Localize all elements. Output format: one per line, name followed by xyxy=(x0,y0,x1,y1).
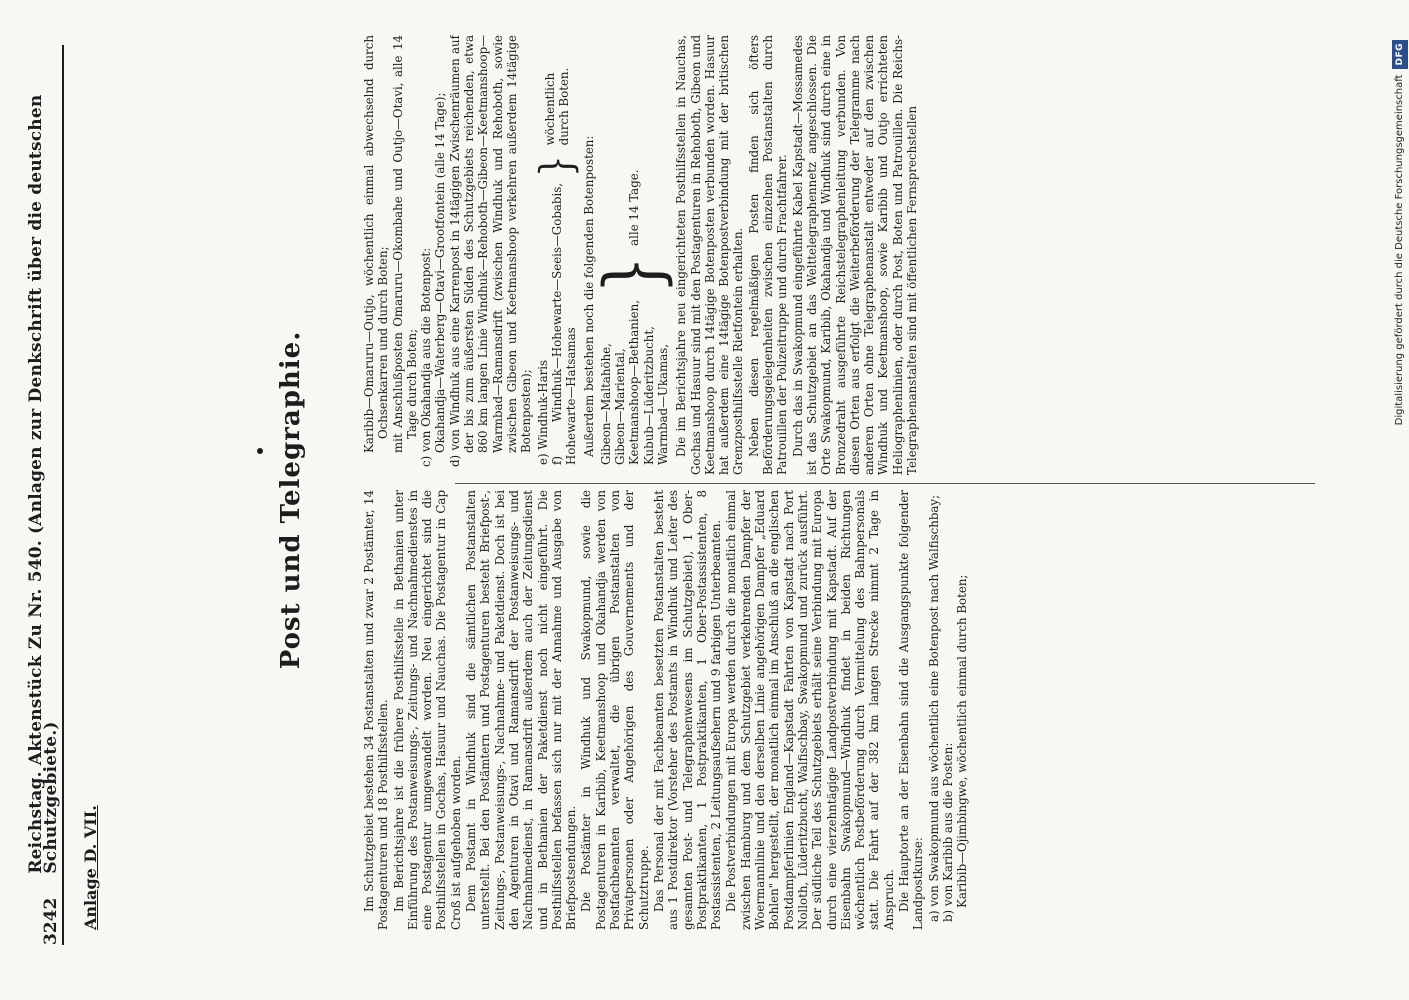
brace-note: alle 14 Tage. xyxy=(627,169,642,246)
paragraph: Die Postverbindungen mit Europa werden durch die monatlich einmal zwischen Hamburg und dem Schutzgebiet verkehrenden Dampfer der Woermannlinie und den derselben Linie angehörigen Dampfer „Eduard Bohlen" hergestellt, der monatlich einmal im Anschluß an die englischen Postdampferlinien England—Kapstadt Fahrten von Kapstadt nach Port Nolloth, Lüderitzbucht, Walfischbay, Swakopmund und zurück ausführt. Der südliche Teil des Schutzgebiets erhält seine Verbindung mit Europa durch eine vierzehntägige Landpostverbindung mit Kapstadt. Auf der Eisenbahn Swakopmund—Windhuk findet in beiden Richtungen wöchentlich Postbeförderung durch Vermittelung des Bahnpersonals statt. Die Fahrt auf der 382 km langen Strecke nimmt 2 Tage in Anspruch. xyxy=(724,490,896,930)
brace-icon: } xyxy=(531,155,583,177)
page-number: 3242 xyxy=(40,897,61,945)
route-line: Keetmanshoop—Bethanien, xyxy=(627,300,642,465)
right-column xyxy=(362,35,1362,475)
route-line: Gibeon—Maltahöhe, xyxy=(598,343,613,465)
list-item: mit Anschlußposten Omaruru—Okombahe und Outjo—Otavi, alle 14 Tage durch Boten; xyxy=(390,35,419,453)
paragraph: Das Personal der mit Fachbeamten besetzten Postanstalten besteht aus 1 Postdirektor (Vorsteher des Postamts in Windhuk und Leiter des gesamten Post- und Telegraphenwesens im Schutzgebiet), 1 Ober-Postpraktikanten, 1 Postpraktikanten, 1 Ober-Postassistenten, 8 Postassistenten, 2 Leitungsaufsehern und 9 farbigen Unterbeamten. xyxy=(651,490,724,930)
section-title: Post und Telegraphie. xyxy=(276,330,306,670)
list-item: b) von Karibib aus die Posten: xyxy=(940,742,955,922)
ef-brace-group xyxy=(531,35,583,465)
header-title: Reichstag. Aktenstück Zu Nr. 540. (Anlagen zur Denkschrift über die deutschen Schutzgebiete.) xyxy=(26,94,61,874)
ornament-dot xyxy=(257,448,263,454)
route-line: Gibeon—Mariental, xyxy=(613,348,628,465)
brace-note: wöchentlich durch Boten. xyxy=(542,67,571,146)
paragraph: Durch das in Swakopmund eingeführte Kabel Kapstadt—Mossamedes ist das Schutzgebiet an das Welttelegraphennetz angeschlossen. Die Orte Swakopmund, Karibib, Okahandja und Windhuk sind durch eine in Bronzedraht ausgeführte Reichstelegraphenleitung verbunden. Von diesen Orten aus erfolgt die Weiterbeförderung der Telegramme nach anderen Orten ohne Telegraphenanstalt entweder auf den zwischen Windhuk und Keetmanshoop, sowie Karibib und Outjo errichteten Heliographenlinien, oder durch Post, Boten und Patrouillen. Die Reichs-Telegraphenanstalten sind mit öffentlichen Fernsprechstellen xyxy=(790,35,919,475)
brace-icon: } xyxy=(588,255,680,295)
paragraph: Die im Berichtsjahre neu eingerichteten Posthilfsstellen in Nauchas, Gochas und Hasuur sind mit den Postagenturen in Rehoboth, Gibeon und Keetmanshoop durch 14tägige Botenposten verbunden worden. Hasuur hat außerdem eine 14tägige Botenpostverbindung mit der britischen Grenzposthilfsstelle Rietfontein erhalten. xyxy=(674,35,746,475)
left-column xyxy=(362,490,1362,930)
list-item: c) von Okahandja aus die Botenpost: xyxy=(419,247,434,467)
paragraph: Im Berichtsjahre ist die frühere Posthilfsstelle in Bethanien unter Einführung des Postanweisungs-, Zeitungs- und Nachnahmedienstes in eine Postagentur umgewandelt worden. Neu eingerichtet sind die Posthilfsstellen in Gochas, Hasuur und Nauchas. Die Postagentur in Cap Croß ist aufgehoben worden. xyxy=(391,490,463,930)
list-item: f) Windhuk—Hohewarte—Seeis—Gobabis, Hohewarte—Hatsamas xyxy=(549,182,579,465)
list-item: e) Windhuk-Haris xyxy=(535,359,550,465)
list-item: a) von Swakopmund aus wöchentlich eine Botenpost nach Walfischbay; xyxy=(926,494,941,922)
paragraph: Die Postämter in Windhuk und Swakopmund, sowie die Postagenturen in Karibib, Keetmanshoop und Okahandja werden von Postfachbeamten verwaltet, die übrigen Postanstalten von Privatpersonen oder Angehörigen des Gouvernements und der Schutztruppe. xyxy=(579,490,651,930)
column-divider xyxy=(455,483,1315,484)
paragraph: Im Schutzgebiet bestehen 34 Postanstalten und zwar 2 Postämter, 14 Postagenturen und 18 Posthilfsstellen. xyxy=(362,490,391,930)
dfg-footer-text: Digitalisierung gefördert durch die Deutsche Forschungsgemeinschaft xyxy=(1394,74,1405,426)
paragraph: Außerdem bestehen noch die folgenden Botenposten: xyxy=(582,135,597,457)
list-item: d) von Windhuk aus eine Karrenpost in 14tägigen Zwischenräumen auf der bis zum äußersten Süden des Schutzgebiets reichenden, etwa 860 km langen Linie Windhuk—Rehoboth—Gibeon—Keetmanshoop—Warmbad—Ramansdrift (zwischen Windhuk und Rehoboth, sowie zwischen Gibeon und Keetmanshoop verkehren außerdem 14tägige Botenposten); xyxy=(447,35,534,467)
paragraph: Dem Postamt in Windhuk sind die sämtlichen Postanstalten unterstellt. Bei den Postämtern und Postagenturen besteht Briefpost-, Zeitungs-, Postanweisungs-, Nachnahme- und Paketdienst. Doch ist bei den Agenturen in Otavi und Ramansdrift der Postanweisungs- und Nachnahmedienst, in Ramansdrift außerdem auch der Zeitungsdienst und in Bethanien der Paketdienst noch nicht eingeführt. Die Posthilfsstellen befassen sich nur mit der Annahme und Ausgabe von Briefpostsendungen. xyxy=(464,490,579,930)
anlage-label: Anlage D. VII. xyxy=(81,805,100,930)
page-header xyxy=(26,45,64,945)
route-line: Kubub—Lüderitzbucht, xyxy=(641,326,656,465)
paragraph: Neben diesen regelmäßigen Posten finden sich öfters Beförderungsgelegenheiten zwischen einzelnen Postanstalten durch Patrouillen der Polizeitruppe und durch Frachtfahrer. xyxy=(746,35,790,475)
dfg-logo: DFG xyxy=(1392,40,1408,69)
list-item: Karibib—Omaruru—Outjo, wöchentlich einmal abwechselnd durch Ochsenkarren und durch Boten; xyxy=(362,35,391,453)
route-line: Warmbad—Ukamas, xyxy=(655,343,670,465)
dfg-footer xyxy=(1392,40,1408,960)
list-item: Karibib—Ojimbingwe, wöchentlich einmal durch Boten; xyxy=(955,574,970,908)
paragraph: Die Hauptorte an der Eisenbahn sind die Ausgangspunkte folgender Landpostkurse: xyxy=(896,490,926,930)
list-item: Okahandja—Waterberg—Otavi—Grootfontein (alle 14 Tage); xyxy=(433,92,448,453)
